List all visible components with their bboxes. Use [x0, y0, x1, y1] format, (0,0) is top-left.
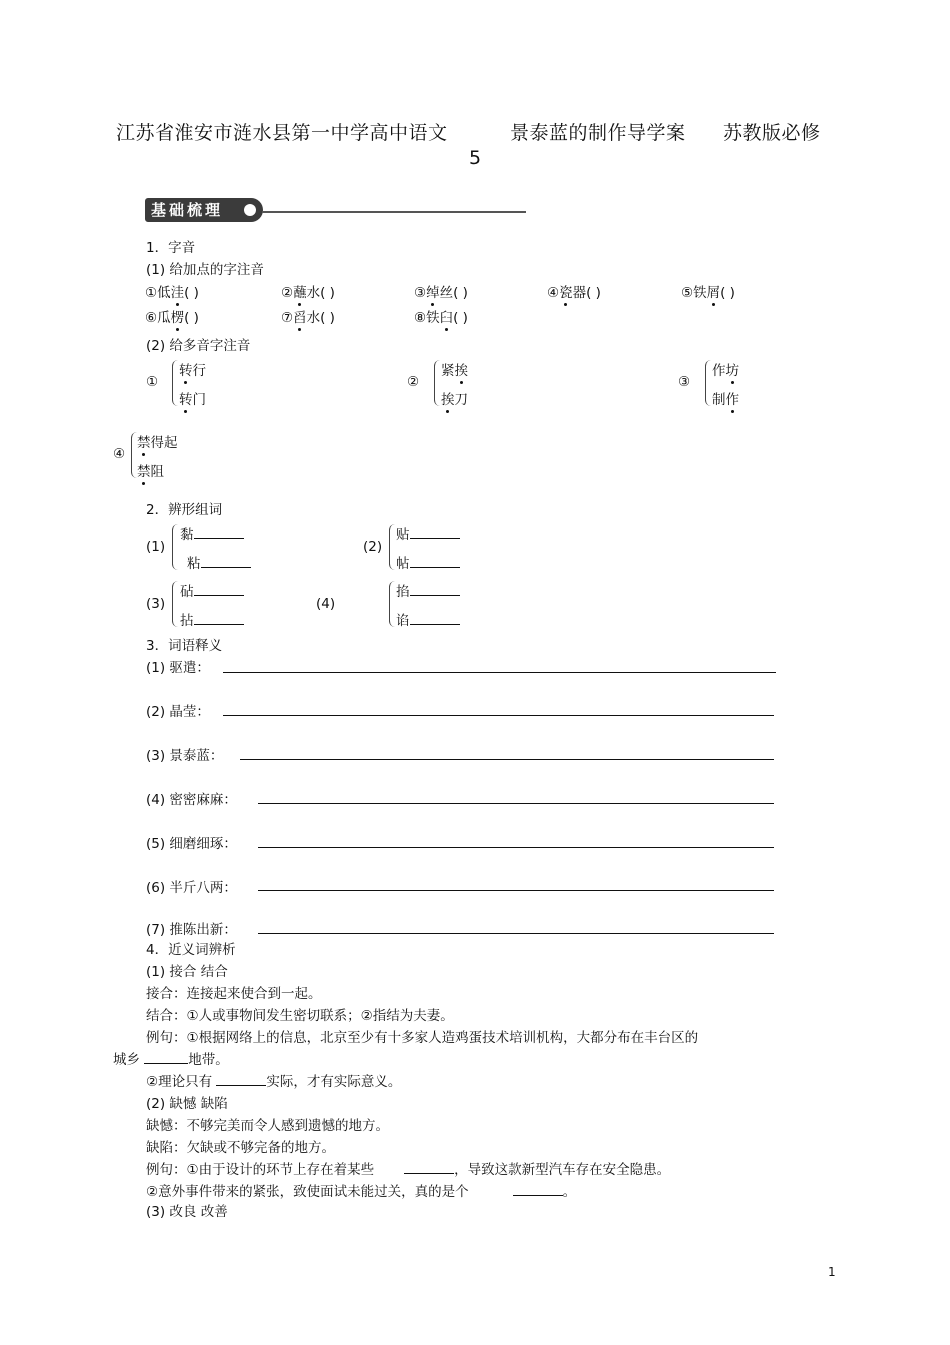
s2-heading: 2．辨形组词 [146, 502, 223, 518]
poly-2-a: 紧挨 [441, 359, 468, 379]
poly-num-3: ③ [678, 374, 691, 390]
answer-line [258, 803, 774, 804]
answer-line [240, 759, 774, 760]
doc-title-part2: 景泰蓝的制作导学案 [510, 122, 686, 144]
doc-title-part1: 江苏省淮安市涟水县第一中学高中语文 [116, 122, 448, 144]
pair-2-def-1: 缺憾：不够完美而令人感到遗憾的地方。 [146, 1118, 389, 1134]
badge-dot-icon [244, 204, 256, 216]
brace [172, 360, 179, 406]
group-4-b: 谄 [396, 609, 460, 629]
poly-1-a: 转行 [179, 359, 206, 379]
s4-heading: 4．近义词辨析 [146, 942, 236, 958]
brace [172, 524, 179, 570]
s1-sub2: (2) 给多音字注音 [146, 338, 251, 354]
pair-1-example-1: 例句：①根据网络上的信息，北京至少有十多家人造鸡蛋技术培训机构，大都分布在丰台区的 [146, 1030, 699, 1046]
pinyin-item-6: ⑥瓜楞( ) [145, 306, 199, 326]
poly-num-1: ① [146, 374, 159, 390]
poly-num-2: ② [407, 374, 420, 390]
def-label-6: (6) 半斤八两： [146, 880, 237, 896]
pair-1-def-1: 接合：连接起来使合到一起。 [146, 986, 322, 1002]
doc-title-part3: 苏教版必修 [723, 122, 821, 144]
group-3-a: 砧 [180, 580, 244, 600]
group-num-2: (2) [363, 539, 383, 555]
section-badge-label: 基础梳理 [151, 201, 224, 219]
poly-3-b: 制作 [712, 388, 739, 408]
group-1-b: 粘 [187, 552, 251, 572]
answer-line [258, 847, 774, 848]
pair-1-def-2: 结合：①人或事物间发生密切联系；②指结为夫妻。 [146, 1008, 454, 1024]
pair-2-example-2: ②意外事件带来的紧张，致使面试未能过关，真的是个 。 [146, 1180, 576, 1200]
pair-3-title: (3) 改良 改善 [146, 1204, 228, 1220]
brace [705, 360, 712, 406]
s3-heading: 3．词语释义 [146, 638, 223, 654]
pinyin-item-8: ⑧铁臼( ) [414, 306, 468, 326]
badge-divider [262, 211, 526, 213]
group-num-1: (1) [146, 539, 166, 555]
brace [389, 581, 396, 627]
brace [434, 360, 441, 406]
answer-line [258, 890, 774, 891]
poly-4-b: 禁阻 [137, 460, 164, 480]
pinyin-item-5: ⑤铁屑( ) [681, 281, 735, 301]
poly-4-a: 禁得起 [137, 431, 178, 451]
pinyin-item-4: ④瓷器( ) [547, 281, 601, 301]
pair-2-example-1: 例句：①由于设计的环节上存在着某些 ，导致这款新型汽车存在安全隐患。 [146, 1158, 670, 1178]
group-num-3: (3) [146, 596, 166, 612]
brace [389, 524, 396, 570]
def-label-4: (4) 密密麻麻： [146, 792, 237, 808]
def-label-5: (5) 细磨细琢： [146, 836, 237, 852]
group-3-b: 拈 [180, 609, 244, 629]
answer-line [223, 672, 776, 673]
group-2-b: 帖 [396, 552, 460, 572]
poly-num-4: ④ [113, 446, 126, 462]
poly-2-b: 挨刀 [441, 388, 468, 408]
def-label-2: (2) 晶莹： [146, 704, 210, 720]
answer-line [223, 715, 774, 716]
def-label-7: (7) 推陈出新： [146, 922, 237, 938]
pair-1-example-2: ②理论只有 实际，才有实际意义。 [146, 1070, 401, 1090]
pair-2-def-2: 缺陷：欠缺或不够完备的地方。 [146, 1140, 335, 1156]
doc-title-line2: 5 [469, 147, 482, 169]
group-num-4: (4) [316, 596, 336, 612]
pair-1-title: (1) 接合 结合 [146, 964, 228, 980]
pinyin-item-7: ⑦舀水( ) [281, 306, 335, 326]
poly-3-a: 作坊 [712, 359, 739, 379]
pair-2-title: (2) 缺憾 缺陷 [146, 1096, 228, 1112]
brace [172, 581, 179, 627]
pinyin-item-2: ②蘸水( ) [281, 281, 335, 301]
s1-sub1: (1) 给加点的字注音 [146, 262, 264, 278]
pair-1-example-1-cont: 城乡 地带。 [113, 1048, 229, 1068]
s1-heading: 1．字音 [146, 240, 196, 256]
group-1-a: 黏 [180, 523, 244, 543]
def-label-1: (1) 驱遣： [146, 660, 210, 676]
answer-line [258, 933, 774, 934]
pinyin-item-3: ③绰丝( ) [414, 281, 468, 301]
group-4-a: 掐 [396, 580, 460, 600]
def-label-3: (3) 景泰蓝： [146, 748, 224, 764]
page-number: 1 [828, 1265, 836, 1279]
group-2-a: 贴 [396, 523, 460, 543]
poly-1-b: 转门 [179, 388, 206, 408]
pinyin-item-1: ①低洼( ) [145, 281, 199, 301]
